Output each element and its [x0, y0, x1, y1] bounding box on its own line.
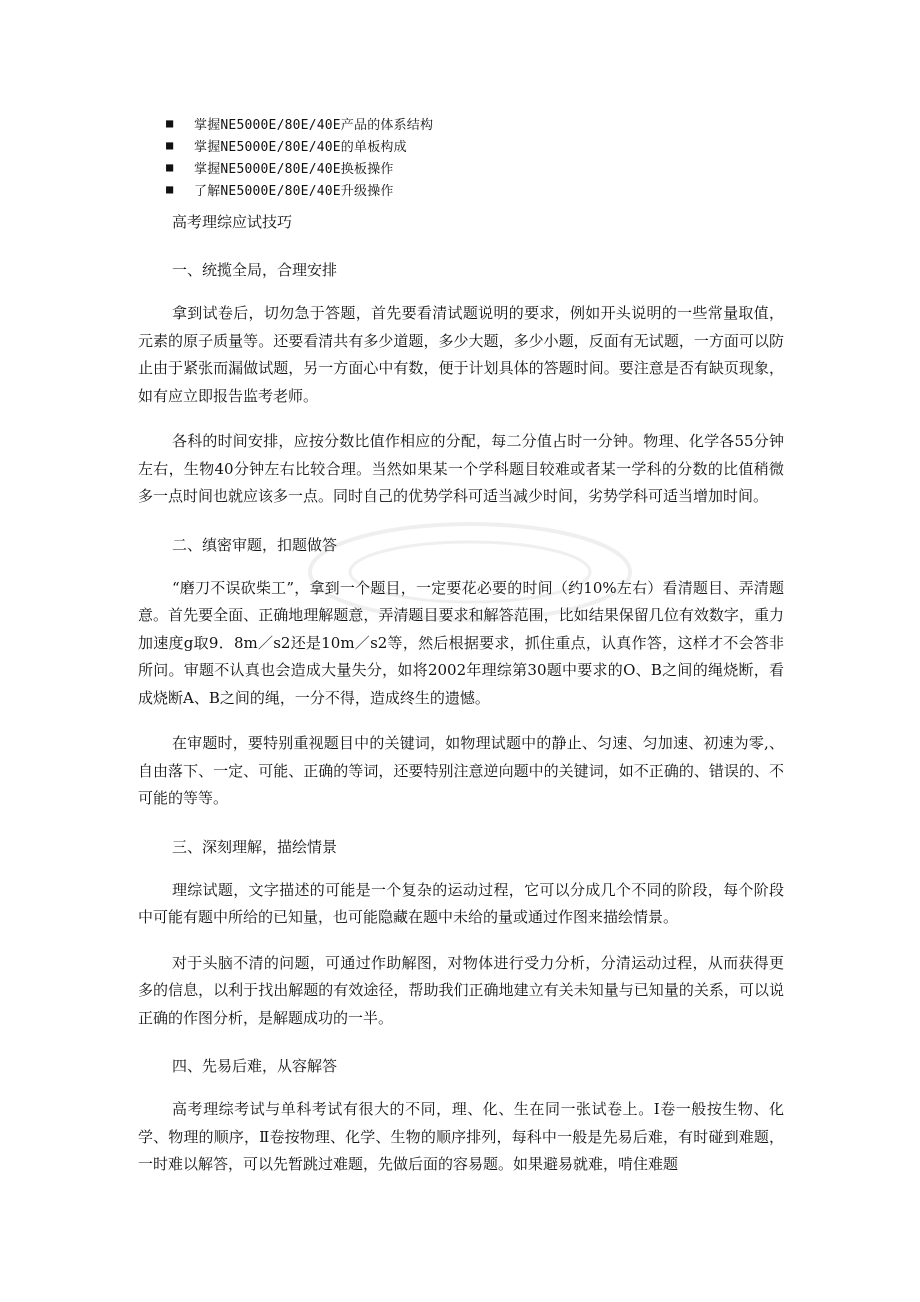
- list-item: [166, 134, 786, 156]
- paragraph: 理综试题，文字描述的可能是一个复杂的运动过程，它可以分成几个不同的阶段，每个阶段中可能有题中所给的已知量，也可能隐藏在题中未给的量或通过作图来描绘情景。: [138, 880, 784, 926]
- paragraph: 在审题时，要特别重视题目中的关键词，如物理试题中的静止、匀速、匀加速、初速为零,、自由落下、一定、可能、正确的等词，还要特别注意逆向题中的关键词，如不正确的、错误的、不可能的等等。: [138, 734, 784, 807]
- paragraph: 对于头脑不清的问题，可通过作助解图，对物体进行受力分析，分清运动过程，从而获得更多的信息，以利于找出解题的有效途径，帮助我们正确地建立有关未知量与已知量的关系，可以说正确的作图分析，是解题成功的一半。: [138, 953, 784, 1027]
- list-item: [166, 156, 786, 178]
- paragraph: 各科的时间安排，应按分数比值作相应的分配，每二分值占时一分钟。物理、化学各55分钟左右，生物40分钟左右比较合理。当然如果某一个学科题目较难或者某一学科的分数的比值稍微多一点时间也就应该多一点。同时自己的优势学科可适当减少时间，劣势学科可适当增加时间。: [138, 432, 784, 505]
- list-item-text: 掌握NE5000E/80E/40E换板操作: [194, 161, 394, 177]
- square-bullet-icon: ■: [166, 182, 174, 196]
- list-item-text: 掌握NE5000E/80E/40E的单板构成: [194, 139, 407, 155]
- section-heading: 一、统揽全局，合理安排: [172, 261, 338, 279]
- paragraph: “磨刀不误砍柴工”，拿到一个题目，一定要花必要的时间（约10%左右）看清题目、弄清题意。首先要全面、正确地理解题意，弄清题目要求和解答范围，比如结果保留几位有效数字，重力加速度g取9．8m／s2还是10m／s2等，然后根据要求，抓住重点，认真作答，这样才不会答非所问。审题不认真也会造成大量失分，如将2002年理综第30题中要求的O、B之间的绳烧断，看成烧断A、B之间的绳，一分不得，造成终生的遗憾。: [138, 578, 784, 707]
- square-bullet-icon: ■: [166, 138, 174, 152]
- square-bullet-icon: ■: [166, 160, 174, 174]
- document-title: 高考理综应试技巧: [172, 213, 293, 231]
- list-item-text: 掌握NE5000E/80E/40E产品的体系结构: [194, 117, 434, 133]
- section-heading: 三、深刻理解，描绘情景: [172, 837, 338, 856]
- list-item-text: 了解NE5000E/80E/40E升级操作: [194, 183, 394, 199]
- list-item: [166, 178, 786, 200]
- square-bullet-icon: ■: [166, 116, 174, 130]
- list-item: [166, 112, 786, 134]
- paragraph: 高考理综考试与单科考试有很大的不同，理、化、生在同一张试卷上。Ⅰ卷一般按生物、化学、物理的顺序，Ⅱ卷按物理、化学、生物的顺序排列，每科中一般是先易后难，有时碰到难题，一时难以解答，可以先暂跳过难题，先做后面的容易题。如果避易就难，啃住难题: [138, 1100, 784, 1173]
- section-heading: 四、先易后难，从容解答: [172, 1057, 338, 1075]
- article-body: [138, 208, 784, 1197]
- section-heading: 二、缜密审题，扣题做答: [172, 535, 338, 554]
- objective-list: [166, 112, 786, 200]
- paragraph: 拿到试卷后，切勿急于答题，首先要看清试题说明的要求，例如开头说明的一些常量取值，元素的原子质量等。还要看清共有多少道题，多少大题，多少小题，反面有无试题，一方面可以防止由于紧张而漏做试题，另一方面心中有数，便于计划具体的答题时间。要注意是否有缺页现象，如有应立即报告监考老师。: [138, 304, 784, 405]
